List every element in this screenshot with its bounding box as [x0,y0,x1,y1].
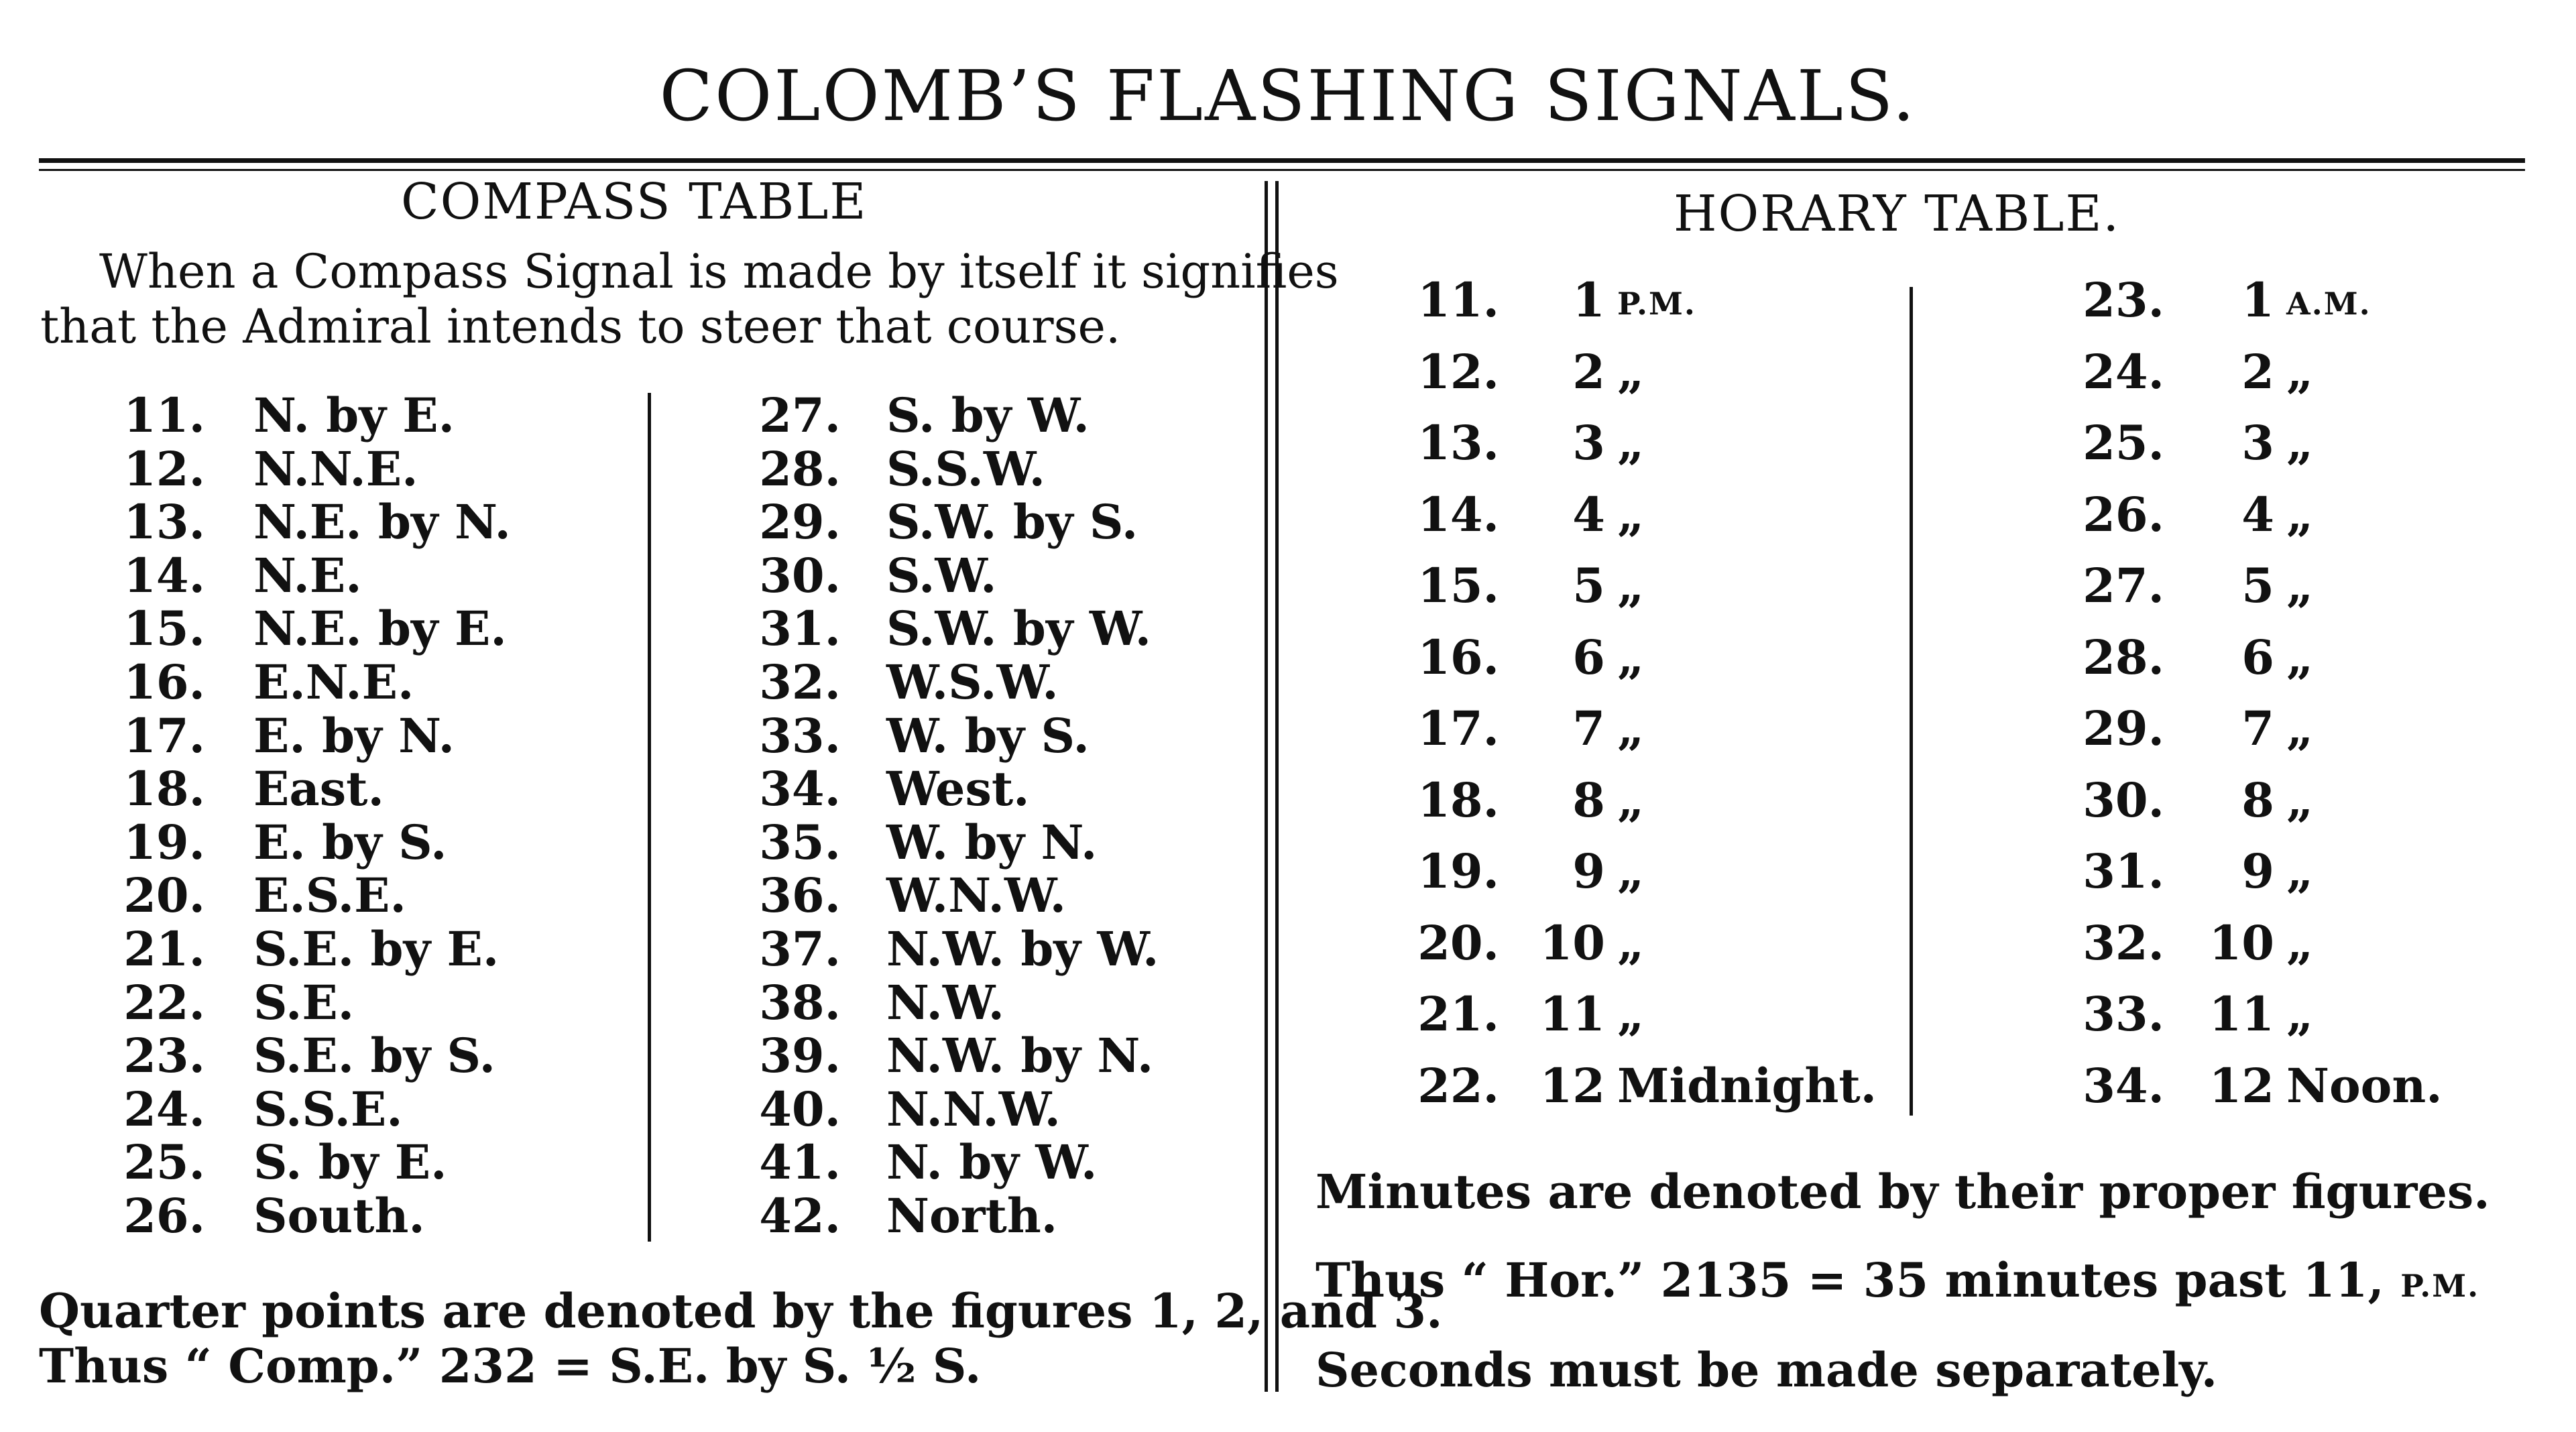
compass-intro-line-2: that the Admiral intends to steer that course. [40,299,1121,354]
horary-row-suffix: „ [1617,415,1645,471]
horary-row-number: 34. [2083,1058,2164,1114]
horary-row-number: 11. [1417,272,1499,328]
horary-row-number: 14. [1417,487,1499,542]
horary-row-suffix: „ [1617,487,1645,542]
compass-row-bearing: South. [253,1188,425,1244]
horary-row-hour: 4 [1572,487,1605,542]
compass-row-bearing: S.W. [886,548,997,603]
compass-row-bearing: E.S.E. [253,868,406,923]
horary-note-seconds: Seconds must be made separately. [1315,1342,2218,1398]
horary-row-number: 31. [2083,843,2164,899]
horary-row-hour: 7 [1572,701,1605,756]
compass-row-bearing: N.W. by N. [886,1028,1154,1083]
compass-row-bearing: N.E. by E. [253,601,507,656]
compass-row-bearing: W. by S. [886,708,1090,764]
horary-row-number: 17. [1417,701,1499,756]
compass-row-bearing: W.N.W. [886,868,1067,923]
compass-row-bearing: E. by N. [253,708,455,764]
compass-row-bearing: S.W. by W. [886,601,1151,656]
horary-row-number: 33. [2083,986,2164,1042]
compass-row-bearing: N. by W. [886,1134,1098,1190]
compass-row-number: 19. [123,815,205,870]
horary-row-suffix: Midnight. [1617,1058,1877,1114]
horary-row-number: 16. [1417,630,1499,685]
horary-row-hour: 5 [2241,558,2274,613]
compass-footer-line-1: Quarter points are denoted by the figures 1, 2, and 3. [39,1283,1443,1339]
compass-row-number: 16. [123,654,205,710]
horary-row-number: 15. [1417,558,1499,613]
compass-row-bearing: S.E. [253,975,355,1030]
horary-row-suffix: „ [2286,843,2314,899]
horary-row-suffix: „ [2286,344,2314,400]
compass-row-number: 20. [123,868,205,923]
compass-table-heading: COMPASS TABLE [401,173,868,231]
compass-intro-line-1: When a Compass Signal is made by itself it signifies [99,244,1339,299]
compass-row-number: 34. [759,761,841,817]
horary-row-suffix: „ [2286,558,2314,613]
horary-row-number: 28. [2083,630,2164,685]
horary-row-suffix: „ [1617,701,1645,756]
horary-row-suffix: „ [1617,558,1645,613]
compass-row-number: 29. [759,494,841,550]
horary-row-suffix: „ [1617,915,1645,971]
horary-row-number: 18. [1417,772,1499,828]
horary-row-number: 12. [1417,344,1499,400]
horary-row-hour: 6 [1572,630,1605,685]
compass-row-bearing: E. by S. [253,815,447,870]
horary-row-suffix: „ [2286,487,2314,542]
compass-row-bearing: North. [886,1188,1058,1244]
compass-column-divider [648,393,651,1242]
horary-row-hour: 12 [2209,1058,2274,1114]
horary-row-hour: 1 [2241,272,2274,328]
horary-row-number: 27. [2083,558,2164,613]
horary-row-number: 25. [2083,415,2164,471]
compass-row-number: 37. [759,921,841,977]
horary-row-hour: 12 [1539,1058,1605,1114]
compass-row-number: 27. [759,387,841,443]
horary-row-hour: 4 [2241,487,2274,542]
compass-row-bearing: S. by W. [886,387,1090,443]
compass-row-bearing: N.W. [886,975,1004,1030]
horary-row-suffix: A.M. [2286,286,2372,322]
compass-row-bearing: S.W. by S. [886,494,1138,550]
horary-row-number: 20. [1417,915,1499,971]
horary-row-number: 19. [1417,843,1499,899]
compass-row-bearing: S.S.W. [886,441,1045,497]
horary-row-suffix: P.M. [1617,286,1696,322]
compass-row-number: 18. [123,761,205,817]
compass-row-number: 23. [123,1028,205,1083]
compass-row-number: 21. [123,921,205,977]
compass-row-number: 11. [123,387,205,443]
horary-row-hour: 3 [1572,415,1605,471]
compass-row-number: 40. [759,1081,841,1137]
horary-note-minutes: Minutes are denoted by their proper figures. [1315,1164,2490,1219]
horary-row-hour: 9 [2241,843,2274,899]
horary-column-divider [1910,287,1913,1116]
compass-row-number: 36. [759,868,841,923]
horary-row-suffix: „ [2286,630,2314,685]
horary-row-suffix: „ [1617,772,1645,828]
compass-row-bearing: N.N.E. [253,441,418,497]
horary-row-hour: 9 [1572,843,1605,899]
horary-row-number: 29. [2083,701,2164,756]
compass-row-number: 31. [759,601,841,656]
horary-row-hour: 3 [2241,415,2274,471]
horary-row-number: 22. [1417,1058,1499,1114]
horary-row-suffix: „ [1617,986,1645,1042]
compass-row-bearing: S.S.E. [253,1081,403,1137]
compass-row-number: 41. [759,1134,841,1190]
compass-row-bearing: S.E. by E. [253,921,500,977]
compass-row-number: 26. [123,1188,205,1244]
horary-note-example [1315,1252,2479,1308]
section-divider-left [1265,181,1268,1392]
compass-footer-line-2: Thus “ Comp.” 232 = S.E. by S. ½ S. [39,1338,982,1394]
horary-row-hour: 8 [2241,772,2274,828]
section-divider-right [1275,181,1279,1392]
horary-row-hour: 5 [1572,558,1605,613]
compass-row-number: 39. [759,1028,841,1083]
horary-row-hour: 10 [2209,915,2274,971]
horary-row-hour: 2 [2241,344,2274,400]
compass-row-number: 12. [123,441,205,497]
horary-row-suffix: „ [2286,772,2314,828]
horary-note-example-pm: P.M. [2400,1268,2480,1304]
horary-row-number: 32. [2083,915,2164,971]
compass-row-bearing: W.S.W. [886,654,1059,710]
compass-row-bearing: East. [253,761,384,817]
horary-row-hour: 6 [2241,630,2274,685]
horary-row-number: 30. [2083,772,2164,828]
horary-row-number: 26. [2083,487,2164,542]
horary-row-suffix: „ [1617,630,1645,685]
horary-row-hour: 11 [2209,986,2274,1042]
compass-row-bearing: N.E. [253,548,362,603]
compass-row-number: 35. [759,815,841,870]
compass-row-number: 25. [123,1134,205,1190]
compass-row-bearing: West. [886,761,1030,817]
horary-row-number: 23. [2083,272,2164,328]
compass-row-bearing: E.N.E. [253,654,414,710]
horary-row-suffix: „ [2286,986,2314,1042]
compass-row-number: 33. [759,708,841,764]
page-title: COLOMB’S FLASHING SIGNALS. [659,55,1917,137]
compass-row-number: 15. [123,601,205,656]
horary-row-hour: 2 [1572,344,1605,400]
compass-row-bearing: W. by N. [886,815,1098,870]
title-rule-thin [39,169,2525,171]
horary-row-hour: 8 [1572,772,1605,828]
compass-row-bearing: N. by E. [253,387,455,443]
compass-row-bearing: S. by E. [253,1134,447,1190]
horary-row-number: 13. [1417,415,1499,471]
horary-note-example-text: Thus “ Hor.” 2135 = 35 minutes past 11, [1315,1252,2384,1308]
horary-row-hour: 1 [1572,272,1605,328]
compass-row-bearing: N.E. by N. [253,494,511,550]
horary-row-suffix: Noon. [2286,1058,2443,1114]
compass-row-bearing: N.N.W. [886,1081,1061,1137]
horary-table-heading: HORARY TABLE. [1674,185,2120,243]
compass-row-number: 38. [759,975,841,1030]
horary-row-suffix: „ [1617,843,1645,899]
horary-row-suffix: „ [2286,915,2314,971]
compass-row-number: 42. [759,1188,841,1244]
horary-row-hour: 10 [1539,915,1605,971]
horary-row-hour: 11 [1539,986,1605,1042]
horary-row-suffix: „ [2286,415,2314,471]
horary-row-hour: 7 [2241,701,2274,756]
compass-row-number: 24. [123,1081,205,1137]
compass-row-number: 28. [759,441,841,497]
horary-row-number: 21. [1417,986,1499,1042]
compass-row-bearing: N.W. by W. [886,921,1159,977]
compass-row-number: 30. [759,548,841,603]
horary-row-suffix: „ [2286,701,2314,756]
compass-row-number: 13. [123,494,205,550]
horary-row-number: 24. [2083,344,2164,400]
horary-row-suffix: „ [1617,344,1645,400]
compass-row-number: 14. [123,548,205,603]
compass-row-number: 32. [759,654,841,710]
compass-row-number: 22. [123,975,205,1030]
compass-row-number: 17. [123,708,205,764]
compass-row-bearing: S.E. by S. [253,1028,495,1083]
title-rule-thick [39,158,2525,163]
